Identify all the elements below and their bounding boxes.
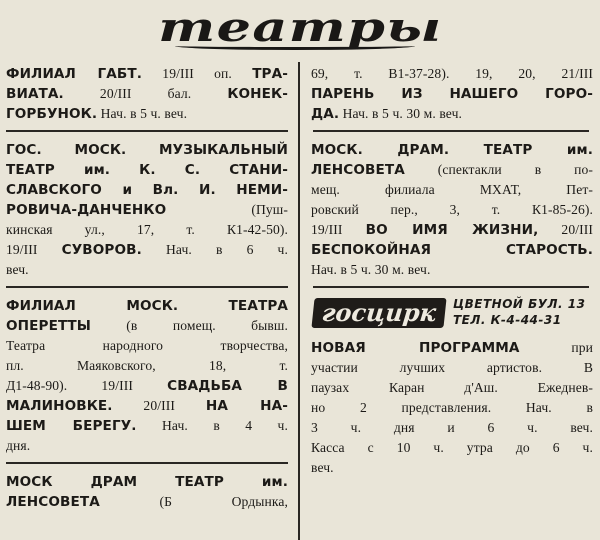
listing-text: Д1-48-90). 19/III [6, 378, 168, 393]
circus-street: ЦВЕТНОЙ БУЛ. 13 [453, 297, 586, 311]
play-title: ВИАТА. [6, 86, 64, 102]
box-office-hours: Касса с 10 ч. утра до 6 ч. [311, 440, 593, 455]
theatre-name: ЛЕНСОВЕТА [311, 162, 405, 178]
theatre-name: СЛАВСКОГО и Вл. И. НЕМИ- [6, 182, 288, 198]
listing-line [6, 492, 288, 512]
listing-line [6, 316, 288, 336]
program-title: НОВАЯ ПРОГРАММА [311, 340, 520, 356]
listing-divider [6, 286, 288, 288]
theatre-name: МОСК ДРАМ ТЕАТР им. [6, 474, 288, 490]
listing-text: мещ. филиала МХАТ, Пет- [311, 182, 593, 197]
right-column [311, 64, 593, 478]
listing-text: участии лучших артистов. В [311, 360, 593, 375]
section-title: театры [157, 4, 443, 51]
listing-line [311, 160, 593, 180]
play-title: ГОРБУНОК. [6, 106, 98, 122]
listing-text: 20/III бал. [63, 86, 228, 101]
listing-line [6, 296, 288, 316]
title-underline [175, 42, 415, 50]
listing-date: 19/III [311, 222, 366, 237]
listing-line [6, 104, 288, 124]
listing-line [6, 84, 288, 104]
listing-divider [6, 462, 288, 464]
listing-time: Нач. в 4 ч. [136, 418, 288, 433]
listing-lensoveta-start [6, 472, 288, 512]
listing-bolshoi-branch [6, 64, 288, 124]
play-title: СВАДЬБА В [167, 378, 288, 394]
listing-date: 19/III [6, 242, 62, 257]
play-title: ТРА- [252, 66, 288, 82]
listing-line [311, 104, 593, 124]
listing-text: (в помещ. бывш. [90, 318, 288, 333]
listing-text: (спектакли в по- [404, 162, 593, 177]
masthead [0, 4, 600, 60]
listing-time: Нач. в 6 ч. [141, 242, 288, 257]
listing-line [6, 200, 288, 220]
listing-drama-theatre [311, 140, 593, 280]
circus-phone: ТЕЛ. К-4-44-31 [453, 313, 562, 327]
listing-text: дня. [6, 438, 31, 453]
theatre-name: ОПЕРЕТТЫ [6, 318, 91, 334]
listing-text: 19/III оп. [142, 66, 253, 81]
listing-time: 3 ч. дня и 6 ч. веч. [311, 420, 593, 435]
theatre-address: ровский пер., 3, т. К1-85-26). [311, 202, 593, 217]
theatre-name: ЛЕНСОВЕТА [6, 494, 100, 510]
listing-date: 20/III [112, 398, 206, 413]
listing-line [6, 240, 288, 260]
listing-line [6, 376, 288, 396]
circus-logo: госцирк [311, 298, 446, 328]
listing-divider [313, 130, 589, 132]
play-title: КОНЕК- [227, 86, 288, 102]
circus-banner [311, 296, 593, 332]
theatre-address: кинская ул., 17, т. К1-42-50). [6, 222, 288, 237]
listing-line [6, 416, 288, 436]
play-title: ПАРЕНЬ ИЗ НАШЕГО ГОРО- [311, 86, 593, 102]
listing-music-theatre [6, 140, 288, 280]
listing-circus [311, 338, 593, 478]
play-title: БЕСПОКОЙНАЯ СТАРОСТЬ. [311, 242, 593, 258]
listing-line [6, 396, 288, 416]
listing-lensoveta-continued [311, 64, 593, 124]
listing-date: 20/III [538, 222, 593, 237]
listing-line [6, 64, 288, 84]
listing-text: паузах Каран д'Аш. Ежеднев- [311, 380, 593, 395]
listing-line [311, 338, 593, 358]
listing-text: (Пуш- [166, 202, 288, 217]
listing-time: Нач. в 5 ч. веч. [97, 106, 188, 121]
theatre-name: РОВИЧА-ДАНЧЕНКО [6, 202, 167, 218]
listing-text: веч. [6, 262, 29, 277]
listing-divider [313, 286, 589, 288]
theatre-name: ФИЛИАЛ МОСК. ТЕАТРА [6, 298, 288, 314]
listing-divider [6, 130, 288, 132]
column-divider [298, 62, 300, 540]
theatre-name: ФИЛИАЛ ГАБТ. [6, 66, 143, 82]
listing-time: Нач. в 5 ч. 30 м. веч. [339, 106, 463, 121]
theatre-name: ТЕАТР им. К. С. СТАНИ- [6, 162, 288, 178]
theatre-address: (Б Ордынка, [99, 494, 288, 509]
circus-address [453, 296, 593, 328]
play-title: ШЕМ БЕРЕГУ. [6, 418, 137, 434]
play-title: НА НА- [205, 398, 288, 414]
left-column [6, 64, 288, 512]
play-title: ДА. [311, 106, 340, 122]
theatre-name: МОСК. ДРАМ. ТЕАТР им. [311, 142, 593, 158]
theatre-address: Театра народного творчества, [6, 338, 288, 353]
theatre-address: пл. Маяковского, 18, т. [6, 358, 288, 373]
listing-operetta-branch [6, 296, 288, 456]
play-title: ВО ИМЯ ЖИЗНИ, [365, 222, 539, 238]
listing-text: но 2 представления. Нач. в [311, 400, 593, 415]
listing-text: при [519, 340, 593, 355]
listing-time: Нач. в 5 ч. 30 м. веч. [311, 262, 431, 277]
listing-text: веч. [311, 460, 334, 475]
play-title: СУВОРОВ. [61, 242, 142, 258]
theatre-name: ГОС. МОСК. МУЗЫКАЛЬНЫЙ [6, 142, 288, 158]
play-title: МАЛИНОВКЕ. [6, 398, 113, 414]
listing-line [311, 220, 593, 240]
theatre-address: 69, т. В1-37-28). 19, 20, 21/III [311, 66, 593, 81]
